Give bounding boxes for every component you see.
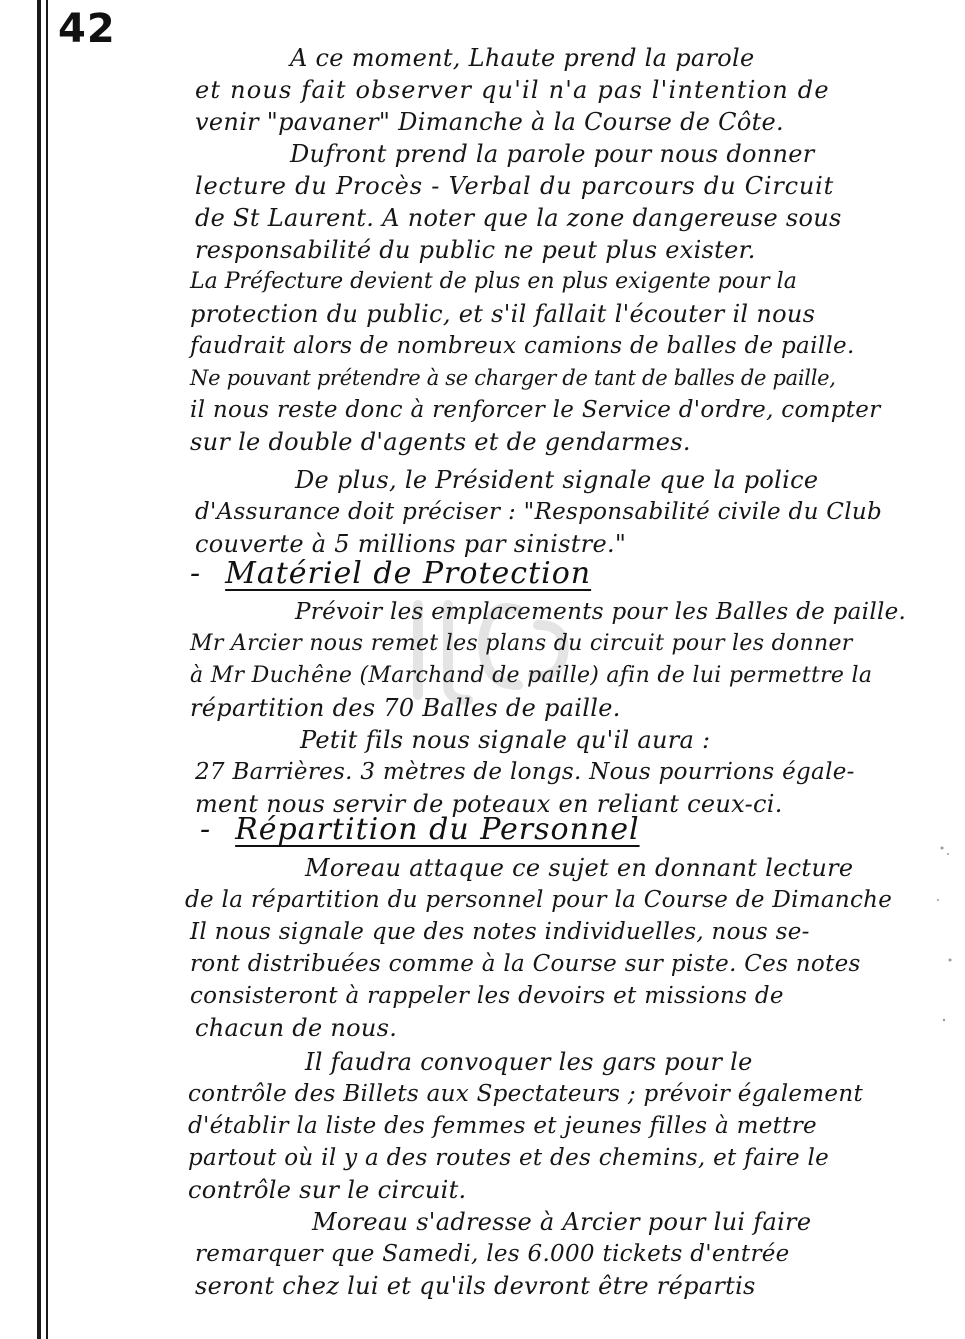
heading-dash: - bbox=[200, 812, 212, 847]
heading-text: Matériel de Protection bbox=[225, 556, 592, 591]
text-line: A ce moment, Lhaute prend la parole bbox=[290, 44, 755, 72]
text-line: il nous reste donc à renforcer le Service d'ordre, compter bbox=[190, 397, 881, 423]
text-line: de la répartition du personnel pour la Course de Dimanche bbox=[185, 887, 893, 913]
text-line: d'établir la liste des femmes et jeunes filles à mettre bbox=[188, 1113, 817, 1139]
margin-rule-inner bbox=[46, 0, 48, 1339]
section-heading-materiel bbox=[190, 556, 591, 592]
text-line: Petit fils nous signale qu'il aura : bbox=[300, 726, 711, 754]
text-line: La Préfecture devient de plus en plus exigente pour la bbox=[190, 269, 797, 294]
heading-text: Répartition du Personnel bbox=[235, 812, 640, 847]
text-line: seront chez lui et qu'ils devront être répartis bbox=[195, 1272, 756, 1300]
text-line: venir "pavaner" Dimanche à la Course de Côte. bbox=[195, 108, 784, 136]
text-line: responsabilité du public ne peut plus exister. bbox=[195, 236, 756, 264]
text-line: Prévoir les emplacements pour les Balles de paille. bbox=[295, 599, 907, 625]
text-line: sur le double d'agents et de gendarmes. bbox=[190, 428, 691, 456]
text-line: de St Laurent. A noter que la zone dangereuse sous bbox=[195, 204, 842, 232]
heading-dash: - bbox=[190, 556, 202, 591]
text-line: remarquer que Samedi, les 6.000 tickets d'entrée bbox=[195, 1241, 790, 1267]
text-line: contrôle sur le circuit. bbox=[188, 1176, 467, 1204]
text-line: lecture du Procès - Verbal du parcours du Circuit bbox=[195, 172, 835, 200]
text-line: ront distribuées comme à la Course sur piste. Ces notes bbox=[190, 951, 861, 977]
section-heading-personnel bbox=[200, 812, 640, 848]
text-line: Il nous signale que des notes individuelles, nous se- bbox=[190, 919, 810, 945]
text-line: chacun de nous. bbox=[195, 1014, 398, 1042]
text-line: ment nous servir de poteaux en reliant ceux-ci. bbox=[195, 790, 783, 818]
text-line: contrôle des Billets aux Spectateurs ; prévoir également bbox=[188, 1081, 863, 1107]
text-line: consisteront à rappeler les devoirs et missions de bbox=[190, 983, 784, 1009]
text-line: faudrait alors de nombreux camions de balles de paille. bbox=[190, 333, 855, 359]
text-line: De plus, le Président signale que la police bbox=[295, 466, 819, 494]
scan-noise bbox=[930, 840, 960, 1040]
text-line: Ne pouvant prétendre à se charger de tant de balles de paille, bbox=[190, 366, 836, 390]
margin-rule-outer bbox=[37, 0, 41, 1339]
text-line: Moreau s'adresse à Arcier pour lui faire bbox=[312, 1208, 812, 1236]
text-line: couverte à 5 millions par sinistre." bbox=[195, 530, 627, 558]
text-line: et nous fait observer qu'il n'a pas l'intention de bbox=[195, 76, 830, 104]
text-line: d'Assurance doit préciser : "Responsabilité civile du Club bbox=[195, 499, 882, 525]
text-line: Il faudra convoquer les gars pour le bbox=[305, 1048, 753, 1076]
text-line: partout où il y a des routes et des chemins, et faire le bbox=[188, 1145, 830, 1171]
text-line: Moreau attaque ce sujet en donnant lecture bbox=[305, 854, 854, 882]
text-line: répartition des 70 Balles de paille. bbox=[190, 694, 621, 722]
text-line: protection du public, et s'il fallait l'écouter il nous bbox=[190, 300, 816, 328]
text-line: 27 Barrières. 3 mètres de longs. Nous pourrions égale- bbox=[195, 759, 855, 785]
page-number: 42 bbox=[58, 6, 116, 52]
text-line: Dufront prend la parole pour nous donner bbox=[290, 140, 815, 168]
text-line: à Mr Duchêne (Marchand de paille) afin de lui permettre la bbox=[190, 663, 873, 688]
text-line: Mr Arcier nous remet les plans du circuit pour les donner bbox=[190, 631, 853, 656]
